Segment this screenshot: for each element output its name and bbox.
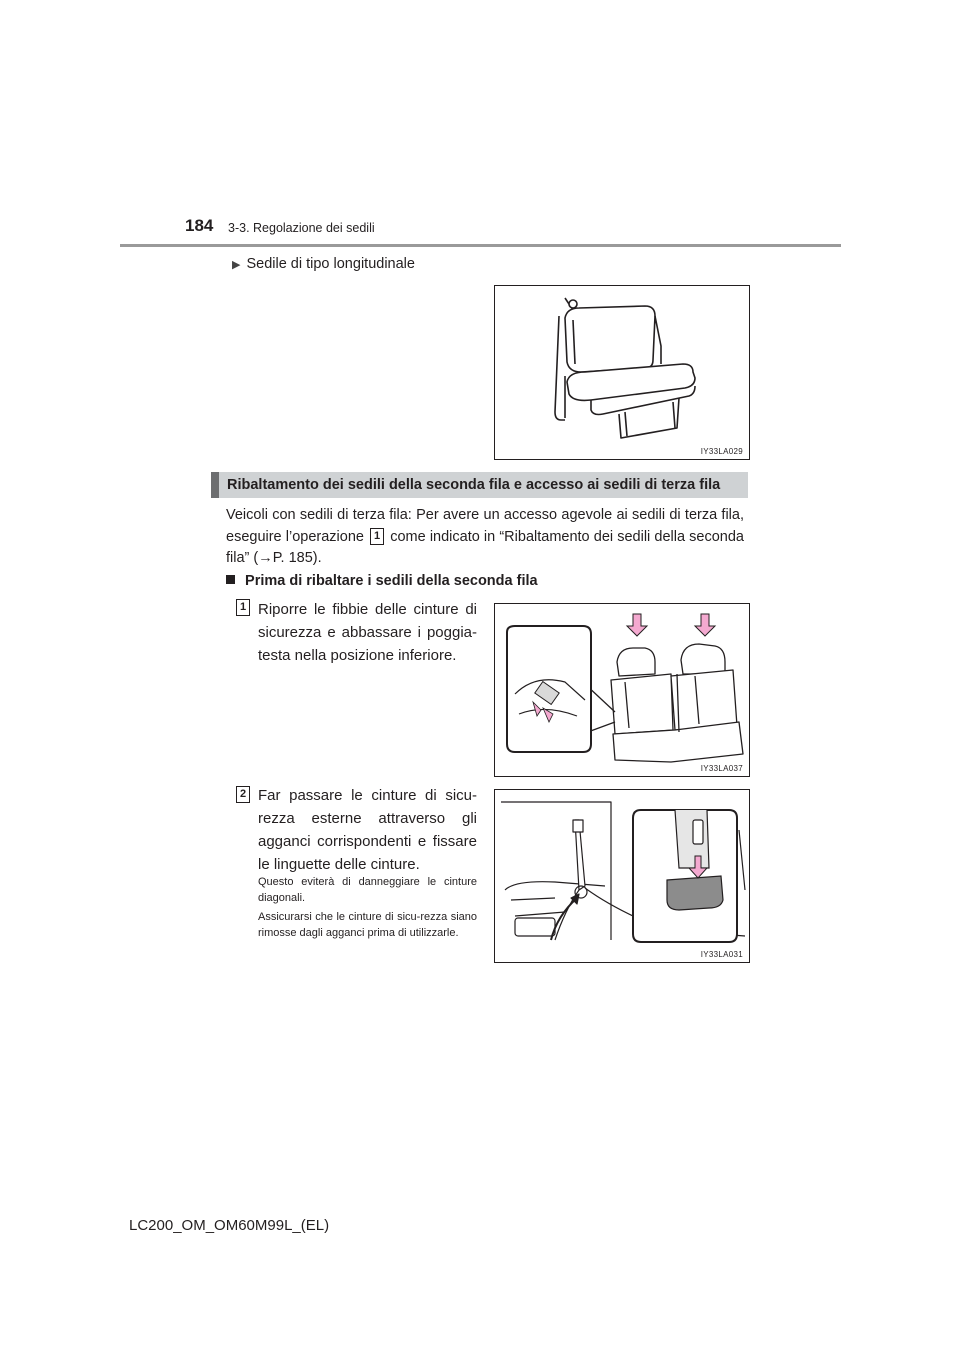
subsection-title-text: Sedile di tipo longitudinale bbox=[246, 256, 415, 272]
figure-headrest bbox=[494, 603, 750, 777]
document-code: LC200_OM_OM60M99L_(EL) bbox=[129, 1217, 330, 1234]
step-2-note: Questo eviterà di danneggiare le cinture diagonali. bbox=[258, 876, 477, 904]
section-breadcrumb: 3-3. Regolazione dei sedili bbox=[228, 221, 375, 235]
section-heading bbox=[211, 472, 748, 498]
step-number-badge: 1 bbox=[236, 599, 250, 616]
step-2-text: Far passare le cinture di sicu-rezza esterne attraverso gli agganci corrispondenti e fissare le linguette delle cinture. bbox=[258, 787, 477, 873]
figure-code: IY33LA029 bbox=[700, 447, 743, 456]
subheading-text: Prima di ribaltare i sedili della seconda fila bbox=[245, 573, 538, 589]
figure-longitudinal-seat bbox=[494, 285, 750, 460]
intro-text-part1: Veicoli con sedili di terza fila: Per avere un accesso agevole ai sedili di terza fila, eseguire l’operazione bbox=[226, 507, 744, 545]
square-bullet-icon bbox=[226, 575, 235, 584]
step-number-badge: 2 bbox=[236, 786, 250, 803]
subsection-title bbox=[232, 256, 415, 272]
triangle-right-icon: ▶ bbox=[232, 258, 241, 271]
longitudinal-seat-illustration bbox=[495, 286, 749, 459]
header-divider bbox=[120, 244, 841, 247]
step-reference-badge: 1 bbox=[370, 528, 384, 545]
section-heading-title: Ribaltamento dei sedili della seconda fila e accesso ai sedili di terza fila bbox=[227, 477, 721, 493]
section-heading-bar bbox=[211, 472, 219, 498]
figure-code: IY33LA031 bbox=[700, 950, 743, 959]
intro-paragraph bbox=[226, 505, 744, 570]
step-2-note: Assicurarsi che le cinture di sicu-rezza siano rimosse dagli agganci prima di utilizzarle. bbox=[258, 911, 477, 939]
subheading bbox=[226, 573, 538, 589]
step-1-text: Riporre le fibbie delle cinture di sicurezza e abbassare i poggia-testa nella posizione inferiore. bbox=[258, 601, 477, 664]
intro-text-part2: come indicato in “Ribaltamento dei sedili della seconda fila” (→P. 185). bbox=[226, 528, 745, 566]
headrest-illustration bbox=[495, 604, 749, 776]
figure-code: IY33LA037 bbox=[700, 764, 743, 773]
belt-hook-illustration bbox=[495, 790, 749, 962]
page-number: 184 bbox=[185, 216, 214, 235]
figure-belt-hook bbox=[494, 789, 750, 963]
